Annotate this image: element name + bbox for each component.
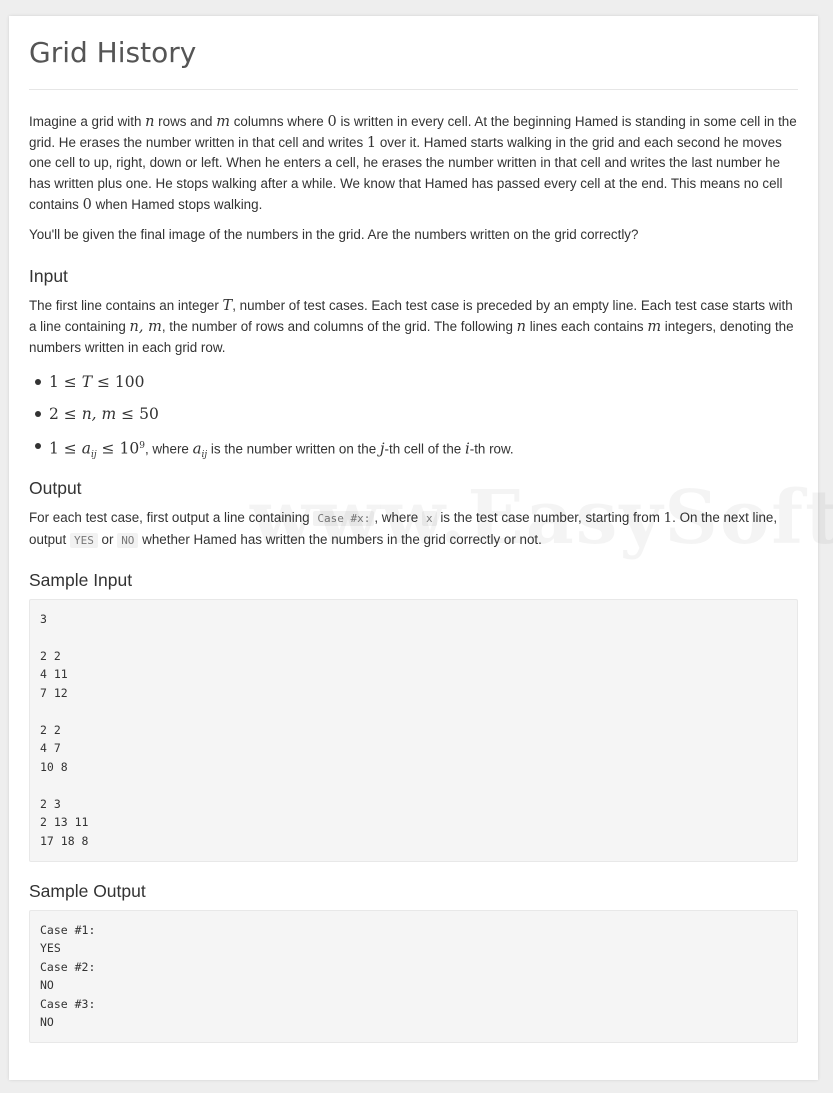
output-heading: Output <box>29 478 82 499</box>
inline-code: x <box>422 511 437 526</box>
text-run: rows and <box>154 114 217 129</box>
math-number: 0 <box>82 196 92 213</box>
text-run: , number of test cases. Each test case is preceded by an empty line. Each test case starts with a line containing <box>29 298 793 334</box>
math-variable: m <box>216 114 230 130</box>
text-run: when Hamed stops walking. <box>91 196 263 212</box>
math-variable: m <box>647 318 662 335</box>
input-paragraph <box>29 296 798 358</box>
text-run: , the number of rows and columns of the grid. The following <box>161 318 517 334</box>
text-run: The first line contains an integer <box>29 298 223 314</box>
problem-card <box>9 16 818 1080</box>
math-number: 1 <box>366 134 377 151</box>
constraint-item: 2 ≤ n, m ≤ 50 <box>29 398 798 430</box>
math-variable: n <box>516 318 526 335</box>
math-variable: n <box>145 114 155 130</box>
sample-output-block: Case #1: YES Case #2: NO Case #3: NO <box>29 910 798 1043</box>
sample-output-heading: Sample Output <box>29 880 146 901</box>
constraints-list <box>29 366 798 462</box>
inline-code: NO <box>117 533 138 548</box>
text-run: integers, denoting the numbers written in each grid row. <box>29 318 794 355</box>
text-run: columns where <box>229 114 328 129</box>
constraint-item: 1 ≤ T ≤ 100 <box>29 366 798 398</box>
text-run: over it. Hamed starts walking in the grid and each second he moves one cell to up, right, down or left. When he enters a cell, he erases the number written in that cell and writes the last number he has written plus one. He stops walking after a while. We know that Hamed has passed every cell at the end. This means no cell contains <box>29 134 783 212</box>
inline-code: YES <box>70 533 98 548</box>
page-title: Grid History <box>29 36 197 69</box>
question-paragraph: You'll be given the final image of the numbers in the grid. Are the numbers written on the grid correctly? <box>29 226 639 242</box>
math-number: 0 <box>327 114 337 130</box>
text-run: is written in every cell. At the beginning Hamed is standing in some cell in the grid. He erases the number written in that cell and writes <box>29 114 797 150</box>
inline-code: Case #x: <box>313 511 374 526</box>
text-run: lines each contains <box>525 318 648 334</box>
input-heading: Input <box>29 266 68 287</box>
constraint-item: $1 \le a_{ij} \le 10^9$, where $a_{ij}$ is the number written on the j-th cell of the i-th row. <box>29 430 798 462</box>
math-variable: n, m <box>129 318 162 335</box>
intro-paragraph <box>29 112 798 216</box>
sample-input-heading: Sample Input <box>29 569 133 590</box>
output-paragraph: For each test case, first output a line containing Case #x: , where x is the test case number, starting from 1. On the next line, output YES or NO whether Hamed has written the numbers in the grid correctly or not. <box>29 510 778 548</box>
text-run: Imagine a grid with <box>29 114 146 129</box>
sample-input-block: 3 2 2 4 11 7 12 2 2 4 7 10 8 2 3 2 13 11 17 18 8 <box>29 599 798 862</box>
math-variable: T <box>222 298 233 315</box>
